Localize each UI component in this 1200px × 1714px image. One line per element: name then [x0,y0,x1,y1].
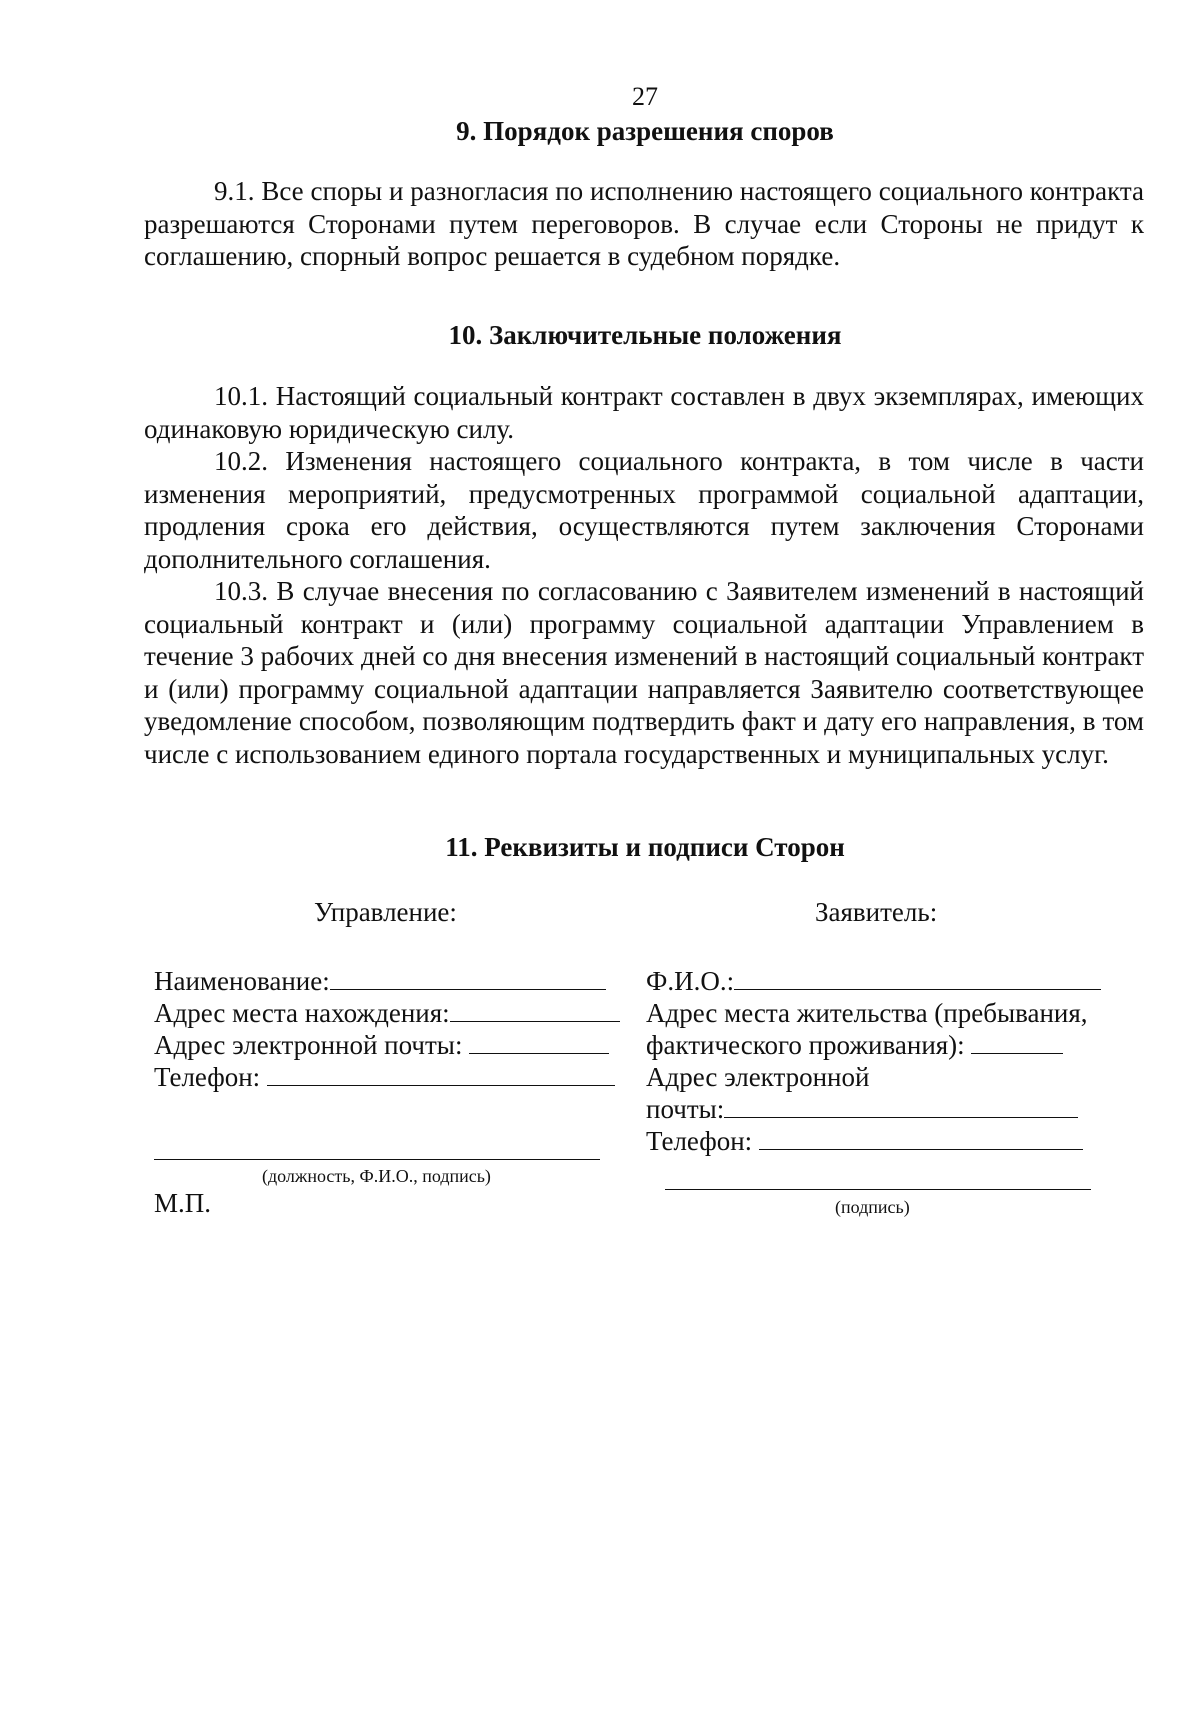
authority-name-field [154,965,606,997]
applicant-column-title: Заявитель: [815,897,938,927]
applicant-email-label-line-1: Адрес электронной [646,1062,870,1092]
applicant-phone-label: Телефон: [646,1126,753,1156]
section-9-title: 9. Порядок разрешения споров [456,116,834,146]
authority-signature-line [154,1159,600,1160]
paragraph-10-3: 10.3. В случае внесения по согласованию с Заявителем изменений в настоящий социальный контракт и (или) программу социальной адаптации Управлением в течение 3 рабочих дней со дня внесения изменений в настоящий социальный контракт и (или) программу социальной адаптации направляется Заявителю соответствующее уведомление способом, позволяющим подтвердить факт и дату его направления, в том числе с использованием единого портала государственных и муниципальных услуг. [144,576,1144,769]
applicant-fio-blank [734,967,1101,990]
authority-phone-blank [267,1063,615,1086]
paragraph-9-1: 9.1. Все споры и разногласия по исполнению настоящего социального контракта разрешаются Сторонами путем переговоров. В случае если Стороны не придут к соглашению, спорный вопрос решается в судебном порядке. [144,176,1144,271]
authority-email-label: Адрес электронной почты: [154,1030,463,1060]
applicant-email-label-line-2: почты: [646,1094,725,1124]
applicant-residence-field [646,1029,1063,1061]
applicant-signature-caption: (подпись) [835,1197,910,1217]
page-number: 27 [632,82,658,111]
applicant-phone-blank [759,1127,1083,1150]
authority-address-field [154,997,620,1029]
applicant-residence-label-line-2: фактического проживания): [646,1030,965,1060]
authority-email-field [154,1029,609,1061]
paragraph-10-1: 10.1. Настоящий социальный контракт составлен в двух экземплярах, имеющих одинаковую юридическую силу. [144,381,1144,444]
applicant-fio-field [646,965,1101,997]
authority-address-blank [450,999,620,1022]
stamp-placeholder: М.П. [154,1188,212,1218]
authority-name-label: Наименование: [154,966,330,996]
applicant-fio-label: Ф.И.О.: [646,966,735,996]
section-10-title: 10. Заключительные положения [448,320,842,350]
authority-email-blank [469,1031,609,1054]
authority-phone-label: Телефон: [154,1062,261,1092]
authority-column-title: Управление: [314,897,457,927]
applicant-residence-blank [971,1031,1063,1054]
applicant-signature-line [665,1189,1091,1190]
authority-signature-caption: (должность, Ф.И.О., подпись) [262,1166,491,1186]
applicant-email-field [646,1093,1078,1125]
authority-name-blank [330,967,606,990]
authority-address-label: Адрес места нахождения: [154,998,450,1028]
authority-phone-field [154,1061,615,1093]
paragraph-10-2: 10.2. Изменения настоящего социального контракта, в том числе в части изменения мероприятий, предусмотренных программой социальной адаптации, продления срока его действия, осуществляются путем заключения Сторонами дополнительного соглашения. [144,446,1144,574]
section-11-title: 11. Реквизиты и подписи Сторон [445,832,845,862]
applicant-email-blank [724,1095,1078,1118]
applicant-phone-field [646,1125,1083,1157]
applicant-residence-label-line-1: Адрес места жительства (пребывания, [646,998,1088,1028]
